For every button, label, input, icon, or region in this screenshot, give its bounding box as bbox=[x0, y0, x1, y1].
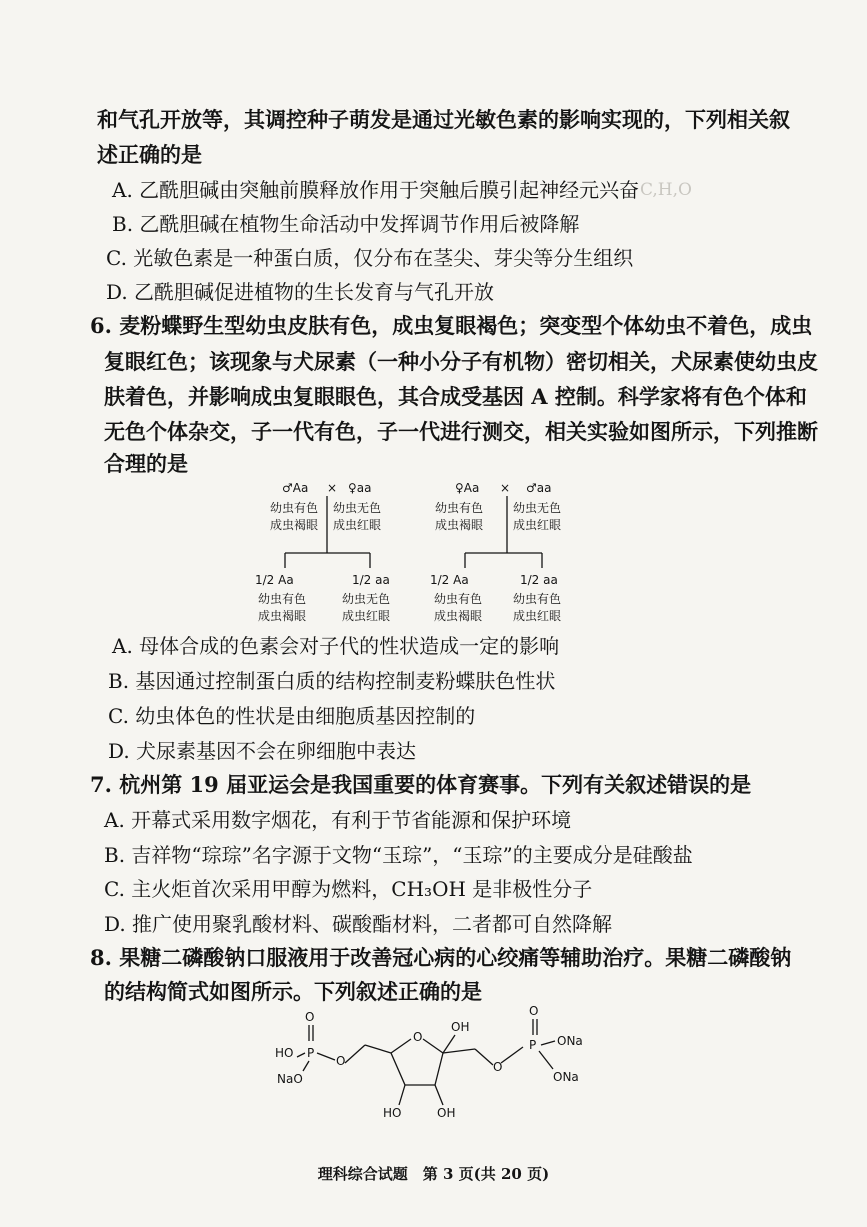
q5-option-d: D. 乙酰胆碱促进植物的生长发育与气孔开放 bbox=[106, 280, 495, 304]
q5-stem-line-1: 和气孔开放等，其调控种子萌发是通过光敏色素的影响实现的，下列相关叙 bbox=[97, 107, 790, 132]
left-parent2-eye: 成虫红眼 bbox=[333, 518, 382, 532]
left-bridge-oxygen: O bbox=[336, 1054, 346, 1068]
page-footer: 理科综合试题 第 3 页(共 20 页) bbox=[317, 1165, 550, 1183]
right-offspring2-larva: 幼虫有色 bbox=[513, 592, 562, 606]
ring-ho-bottom: HO bbox=[383, 1106, 402, 1120]
q6-stem-line-2: 复眼红色；该现象与犬尿素（一种小分子有机物）密切相关，犬尿素使幼虫皮 bbox=[104, 349, 818, 374]
q5-stem-line-2: 述正确的是 bbox=[97, 142, 202, 167]
left-offspring1-genotype: 1/2 Aa bbox=[255, 573, 294, 587]
ring-oh-bottom: OH bbox=[437, 1106, 456, 1120]
q5-option-b: B. 乙酰胆碱在植物生命活动中发挥调节作用后被降解 bbox=[112, 212, 580, 236]
left-offspring1-eye: 成虫褐眼 bbox=[258, 609, 307, 623]
right-offspring2-genotype: 1/2 aa bbox=[520, 573, 558, 587]
left-parent-female: ♀aa bbox=[348, 481, 372, 495]
right-offspring1-larva: 幼虫有色 bbox=[434, 592, 483, 606]
q6-stem-line-1: 6. 麦粉蝶野生型幼虫皮肤有色，成虫复眼褐色；突变型个体幼虫不着色，成虫 bbox=[90, 313, 813, 338]
q8-stem-line-1: 8. 果糖二磷酸钠口服液用于改善冠心病的心绞痛等辅助治疗。果糖二磷酸钠 bbox=[90, 945, 792, 970]
right-phosphate-oxo: O bbox=[529, 1005, 539, 1018]
left-phosphate-ho: HO bbox=[275, 1046, 294, 1060]
q6-stem-line-3: 肤着色，并影响成虫复眼眼色，其合成受基因 A 控制。科学家将有色个体和 bbox=[104, 384, 807, 409]
q7-option-a: A. 开幕式采用数字烟花，有利于节省能源和保护环境 bbox=[104, 808, 572, 832]
q7-stem: 7. 杭州第 19 届亚运会是我国重要的体育赛事。下列有关叙述错误的是 bbox=[90, 772, 752, 797]
right-parent2-eye: 成虫红眼 bbox=[513, 518, 562, 532]
q6-option-c: C. 幼虫体色的性状是由细胞质基因控制的 bbox=[108, 704, 476, 728]
q5-option-c: C. 光敏色素是一种蛋白质，仅分布在茎尖、芽尖等分生组织 bbox=[106, 246, 634, 270]
right-phosphorus: P bbox=[529, 1038, 537, 1052]
q6-option-d: D. 犬尿素基因不会在卵细胞中表达 bbox=[108, 739, 417, 763]
left-parent-male: ♂Aa bbox=[282, 481, 309, 495]
left-offspring2-larva: 幼虫无色 bbox=[342, 592, 391, 606]
left-phosphate-oxo: O bbox=[305, 1010, 315, 1024]
q7-option-c: C. 主火炬首次采用甲醇为燃料，CH₃OH 是非极性分子 bbox=[104, 877, 593, 901]
q6-stem-line-5: 合理的是 bbox=[104, 451, 188, 476]
q7-option-d: D. 推广使用聚乳酸材料、碳酸酯材料，二者都可自然降解 bbox=[104, 912, 613, 936]
right-phosphate-ona-2: ONa bbox=[553, 1070, 579, 1084]
q6-option-a: A. 母体合成的色素会对子代的性状造成一定的影响 bbox=[112, 634, 560, 658]
left-phosphorus: P bbox=[307, 1046, 315, 1060]
right-offspring1-eye: 成虫褐眼 bbox=[434, 609, 483, 623]
left-parent2-larva: 幼虫无色 bbox=[333, 501, 382, 515]
q6-option-b: B. 基因通过控制蛋白质的结构控制麦粉蝶肤色性状 bbox=[108, 669, 556, 693]
cross-diagram bbox=[230, 478, 610, 638]
left-parent1-eye: 成虫褐眼 bbox=[270, 518, 319, 532]
anomeric-oh: OH bbox=[451, 1020, 470, 1034]
right-parent2-larva: 幼虫无色 bbox=[513, 501, 562, 515]
right-bridge-oxygen: O bbox=[493, 1060, 503, 1074]
left-offspring2-genotype: 1/2 aa bbox=[352, 573, 390, 587]
left-offspring1-larva: 幼虫有色 bbox=[258, 592, 307, 606]
right-offspring2-eye: 成虫红眼 bbox=[513, 609, 562, 623]
right-parent-male: ♂aa bbox=[526, 481, 552, 495]
right-phosphate-ona-1: ONa bbox=[557, 1034, 583, 1048]
q6-stem-line-4: 无色个体杂交，子一代有色，子一代进行测交，相关实验如图所示，下列推断 bbox=[104, 419, 818, 444]
right-parent1-larva: 幼虫有色 bbox=[435, 501, 484, 515]
q5-option-a: A. 乙酰胆碱由突触前膜释放作用于突触后膜引起神经元兴奋 bbox=[112, 178, 640, 202]
right-cross-sign: × bbox=[500, 481, 511, 495]
right-parent-female: ♀Aa bbox=[455, 481, 480, 495]
left-phosphate-nao: NaO bbox=[277, 1072, 303, 1086]
left-parent1-larva: 幼虫有色 bbox=[270, 501, 319, 515]
bleed-through-text: C,H,O bbox=[640, 180, 692, 200]
right-parent1-eye: 成虫褐眼 bbox=[435, 518, 484, 532]
left-offspring2-eye: 成虫红眼 bbox=[342, 609, 391, 623]
q7-option-b: B. 吉祥物“琮琮”名字源于文物“玉琮”，“玉琮”的主要成分是硅酸盐 bbox=[104, 843, 693, 867]
q8-stem-line-2: 的结构简式如图所示。下列叙述正确的是 bbox=[104, 979, 482, 1004]
ring-oxygen: O bbox=[413, 1030, 423, 1044]
fructose-diphosphate-structure bbox=[265, 1005, 625, 1150]
left-cross-sign: × bbox=[327, 481, 338, 495]
right-offspring1-genotype: 1/2 Aa bbox=[430, 573, 469, 587]
